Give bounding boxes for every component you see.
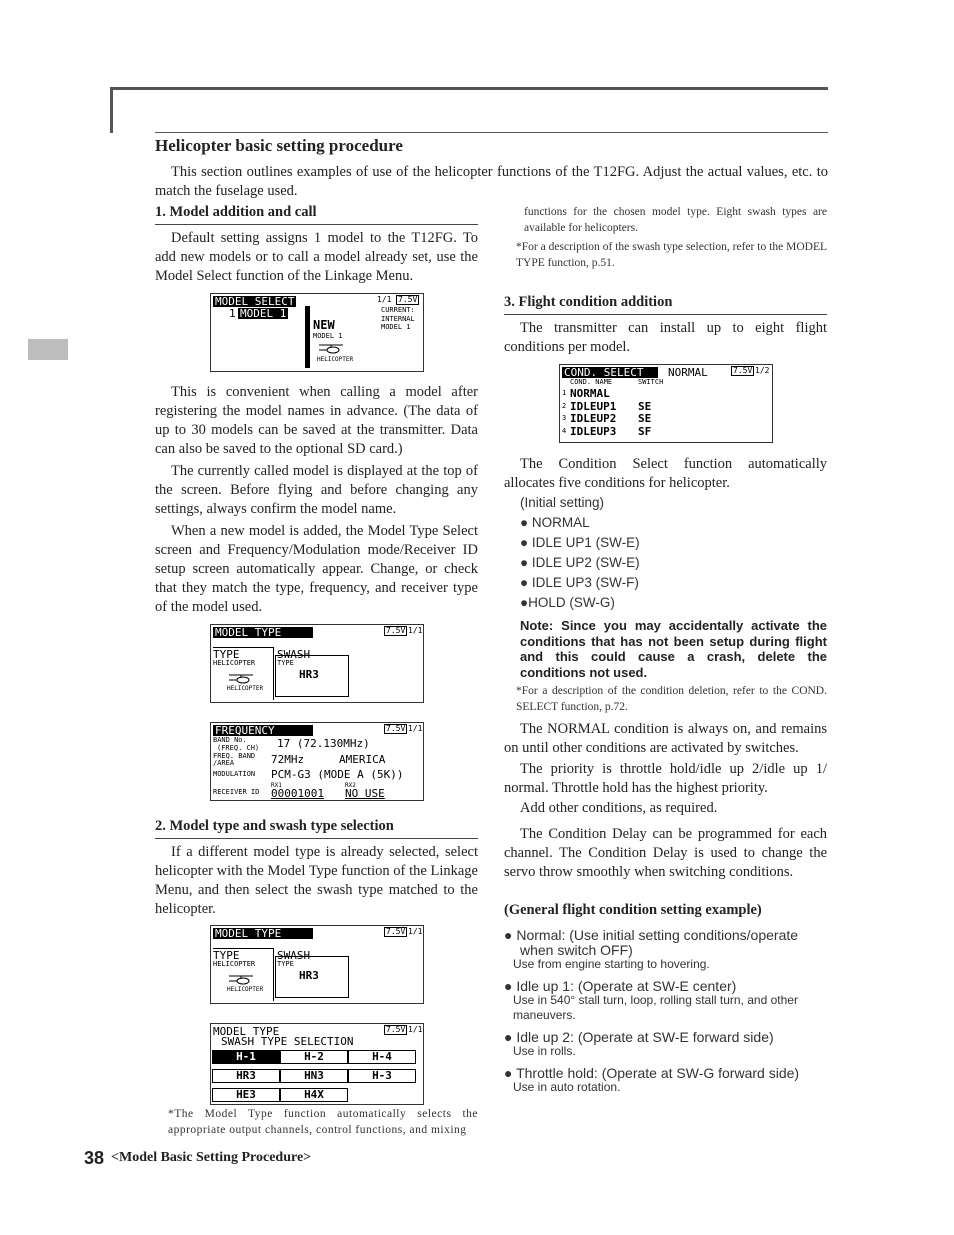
intro-paragraph: This section outlines examples of use of the helicopter functions of the T12FG. Adjust the actual values, etc. to match the fuselage used. bbox=[155, 164, 828, 199]
lcd-current: CURRENT: bbox=[381, 306, 415, 314]
screen-model-type bbox=[210, 624, 424, 703]
cond-row-name[interactable]: IDLEUP3 bbox=[570, 424, 617, 438]
lcd-page: 1/2 bbox=[755, 366, 770, 375]
section-3-para-6: The Condition Delay can be programmed for each channel. The Condition Delay is used to change the servo throw smoothly when switching conditions. bbox=[504, 826, 827, 880]
lcd-rx-label: RECEIVER ID bbox=[213, 788, 260, 796]
lcd-slot-num: 1 bbox=[229, 307, 236, 320]
example-item: ● Idle up 2: (Operate at SW-E forward side) bbox=[504, 1029, 774, 1045]
section-2-note: *The Model Type function automatically selects the appropriate output channels, control functions, and mixing bbox=[168, 1108, 478, 1136]
section-1-heading: 1. Model addition and call bbox=[155, 204, 478, 225]
screen-model-type-2 bbox=[210, 925, 424, 1004]
cond-row-num: 3 bbox=[562, 414, 567, 422]
lcd-freq-value: 72MHz bbox=[271, 753, 305, 766]
lcd-col-name: COND. NAME bbox=[570, 378, 613, 386]
lcd-page: 1/1 bbox=[408, 1025, 423, 1034]
screen-swash-selection bbox=[210, 1023, 424, 1105]
cond-row-switch[interactable]: SE bbox=[638, 399, 652, 413]
helicopter-icon bbox=[227, 974, 255, 986]
condition-item: ● IDLE UP2 (SW-E) bbox=[520, 555, 640, 570]
lcd-type-value: HELICOPTER bbox=[213, 659, 256, 667]
battery-indicator: 7.5V bbox=[733, 366, 753, 375]
lcd-band-value: 17 (72.130MHz) bbox=[277, 737, 370, 750]
section-3-para-3: The NORMAL condition is always on, and remains on until other conditions are activated by switches. bbox=[504, 721, 827, 756]
battery-indicator: 7.5V bbox=[398, 295, 418, 304]
lcd-area-value: AMERICA bbox=[339, 753, 386, 766]
condition-item: ● IDLE UP3 (SW-F) bbox=[520, 575, 639, 590]
cond-row-name[interactable]: NORMAL bbox=[570, 387, 610, 400]
lcd-mod-label: MODULATION bbox=[213, 770, 256, 778]
section-3-para-5: Add other conditions, as required. bbox=[520, 800, 718, 816]
cond-row-name[interactable]: IDLEUP1 bbox=[570, 399, 617, 413]
section-2-para-1: If a different model type is already selected, select helicopter with the Model Type function of the Linkage Menu, and then select the swash type matched to the helicopter. bbox=[155, 844, 478, 917]
lcd-swash-label: SWASH bbox=[277, 949, 311, 962]
warning-note: Note: Since you may accidentally activate the conditions that has not been setup during flight and this could cause a crash, delete the conditions not used. bbox=[520, 618, 827, 680]
page-number: 38 bbox=[84, 1148, 105, 1168]
example-item: ● Idle up 1: (Operate at SW-E center) bbox=[504, 978, 737, 994]
lcd-slot: MODEL 1 bbox=[240, 307, 287, 320]
section-3-para-2: The Condition Select function automatically allocates five conditions for helicopter. bbox=[504, 456, 827, 491]
example-item: ● Throttle hold: (Operate at SW-G forward side) bbox=[504, 1065, 800, 1081]
lcd-scrollbar bbox=[305, 306, 310, 368]
swash-option[interactable]: H-2 bbox=[280, 1050, 348, 1064]
example-item-desc: Use in rolls. bbox=[513, 1044, 576, 1058]
cond-row-num: 2 bbox=[562, 401, 567, 410]
swash-option[interactable]: HN3 bbox=[280, 1069, 348, 1083]
cond-row-switch[interactable]: SE bbox=[638, 412, 652, 425]
lcd-area-label: /AREA bbox=[213, 759, 235, 767]
screen-model-select bbox=[210, 293, 424, 372]
condition-item: ●HOLD (SW-G) bbox=[520, 595, 615, 610]
battery-indicator: 7.5V bbox=[386, 927, 406, 936]
battery-indicator: 7.5V bbox=[386, 626, 406, 635]
example-heading: (General flight condition setting example) bbox=[504, 902, 762, 918]
lcd-swash-value: HR3 bbox=[299, 969, 319, 982]
lcd-swash-label: SWASH bbox=[277, 648, 311, 661]
section-1-para-1: Default setting assigns 1 model to the T12FG. To add new models or to call a model already set, use the Model Select function of the Linkage Menu. bbox=[155, 230, 478, 284]
lcd-title: MODEL TYPE bbox=[213, 1025, 280, 1038]
swash-option[interactable]: HR3 bbox=[212, 1069, 280, 1083]
lcd-rx1-value: 00001001 bbox=[271, 787, 324, 800]
section-1-para-2: This is convenient when calling a model after registering the model names in advance. (The data of up to 30 models can be saved at the transmitter. Data can also be saved to the optional SD card.) bbox=[155, 384, 478, 457]
cond-row-name[interactable]: IDLEUP2 bbox=[570, 412, 617, 425]
cond-row-num: 4 bbox=[562, 426, 567, 435]
lcd-mod-value: PCM-G3 (MODE A (5K)) bbox=[271, 768, 404, 781]
lcd-rx2-value: NO USE bbox=[345, 787, 385, 800]
section-3-para-1: The transmitter can install up to eight flight conditions per model. bbox=[504, 320, 827, 355]
lcd-swash-sub: TYPE bbox=[277, 659, 294, 667]
deletion-note: *For a description of the condition deletion, refer to the COND. SELECT function, p.72. bbox=[516, 685, 827, 713]
cond-row-switch[interactable]: SF bbox=[638, 424, 652, 438]
section-2-heading: 2. Model type and swash type selection bbox=[155, 818, 478, 839]
header-bracket-left bbox=[110, 87, 113, 133]
lcd-current: NORMAL bbox=[668, 366, 708, 379]
lcd-rx1-label: RX1 bbox=[271, 782, 282, 789]
lcd-type-label: HELICOPTER bbox=[317, 356, 354, 363]
lcd-title: MODEL TYPE bbox=[213, 928, 313, 939]
cond-row-num: 1 bbox=[562, 389, 567, 397]
helicopter-icon bbox=[317, 343, 345, 355]
swash-option[interactable]: H-1 bbox=[212, 1050, 280, 1064]
section-3-heading: 3. Flight condition addition bbox=[504, 294, 827, 315]
header-rule bbox=[155, 132, 828, 133]
swash-option[interactable]: H-4 bbox=[348, 1050, 416, 1064]
lcd-page: 1/1 bbox=[408, 927, 423, 936]
swash-option[interactable]: HE3 bbox=[212, 1088, 280, 1102]
example-item: ● Normal: (Use initial setting conditions/operate bbox=[504, 927, 799, 943]
section-1-para-4: When a new model is added, the Model Type Select screen and Frequency/Modulation mode/Receiver ID setup screen automatically appear. Change, or check that they match the type, frequency, and receiver type of the model used. bbox=[155, 523, 478, 615]
page-title: Helicopter basic setting procedure bbox=[155, 136, 403, 155]
lcd-page: 1/1 bbox=[408, 724, 423, 733]
lcd-icon-caption: HELICOPTER bbox=[227, 986, 264, 993]
lcd-title: FREQUENCY bbox=[213, 725, 313, 736]
lcd-new: NEW bbox=[313, 318, 335, 332]
initial-setting-label: (Initial setting) bbox=[520, 495, 605, 510]
screen-cond-select bbox=[559, 364, 773, 443]
helicopter-icon bbox=[227, 673, 255, 685]
lcd-page: 1/1 bbox=[408, 626, 423, 635]
col2-note-2: *For a description of the swash type selection, refer to the MODEL TYPE function, p.51. bbox=[516, 241, 827, 269]
swash-option[interactable]: H4X bbox=[280, 1088, 348, 1102]
lcd-title: MODEL SELECT bbox=[215, 295, 295, 308]
lcd-title: COND. SELECT bbox=[562, 367, 658, 378]
lcd-icon-caption: HELICOPTER bbox=[227, 685, 264, 692]
screen-frequency bbox=[210, 722, 424, 801]
section-1-para-3: The currently called model is displayed at the top of the screen. Before flying and before changing any settings, always confirm the model name. bbox=[155, 463, 478, 517]
footer-section: <Model Basic Setting Procedure> bbox=[111, 1150, 312, 1165]
swash-option[interactable]: H-3 bbox=[348, 1069, 416, 1083]
lcd-subtitle: SWASH TYPE SELECTION bbox=[221, 1035, 354, 1048]
example-item-cont: when switch OFF) bbox=[520, 942, 633, 958]
lcd-type-label: TYPE bbox=[213, 949, 240, 962]
header-bracket-top bbox=[110, 87, 828, 90]
lcd-internal: INTERNAL bbox=[381, 315, 415, 323]
lcd-page: 1/1 bbox=[377, 295, 392, 304]
lcd-title: MODEL TYPE bbox=[213, 627, 313, 638]
lcd-col-switch: SWITCH bbox=[638, 378, 664, 386]
lcd-type-value: HELICOPTER bbox=[213, 960, 256, 968]
example-item-desc: Use from engine starting to hovering. bbox=[513, 957, 710, 971]
lcd-current-model: MODEL 1 bbox=[381, 323, 411, 331]
lcd-freq-label: FREQ. BAND bbox=[213, 752, 256, 760]
section-3-para-4: The priority is throttle hold/idle up 2/idle up 1/ normal. Throttle hold has the highest priority. bbox=[504, 761, 827, 796]
lcd-band-label: BAND No. bbox=[213, 736, 247, 744]
example-item-desc: Use in 540° stall turn, loop, rolling stall turn, and other bbox=[513, 993, 798, 1007]
col2-note-1: functions for the chosen model type. Eight swash types are available for helicopters. bbox=[524, 206, 827, 234]
lcd-new-name: MODEL 1 bbox=[313, 332, 343, 340]
lcd-swash-sub: TYPE bbox=[277, 960, 294, 968]
lcd-swash-value: HR3 bbox=[299, 668, 319, 681]
battery-indicator: 7.5V bbox=[386, 1025, 406, 1034]
example-item-desc-cont: maneuvers. bbox=[513, 1008, 576, 1022]
lcd-type-label: TYPE bbox=[213, 648, 240, 661]
side-tab-marker bbox=[28, 339, 68, 360]
lcd-rx2-label: RX2 bbox=[345, 782, 356, 789]
example-item-desc: Use in auto rotation. bbox=[513, 1080, 621, 1094]
condition-item: ● IDLE UP1 (SW-E) bbox=[520, 535, 640, 550]
lcd-band-sub: (FREQ. CH) bbox=[217, 744, 260, 752]
condition-item: ● NORMAL bbox=[520, 515, 590, 530]
battery-indicator: 7.5V bbox=[386, 724, 406, 733]
